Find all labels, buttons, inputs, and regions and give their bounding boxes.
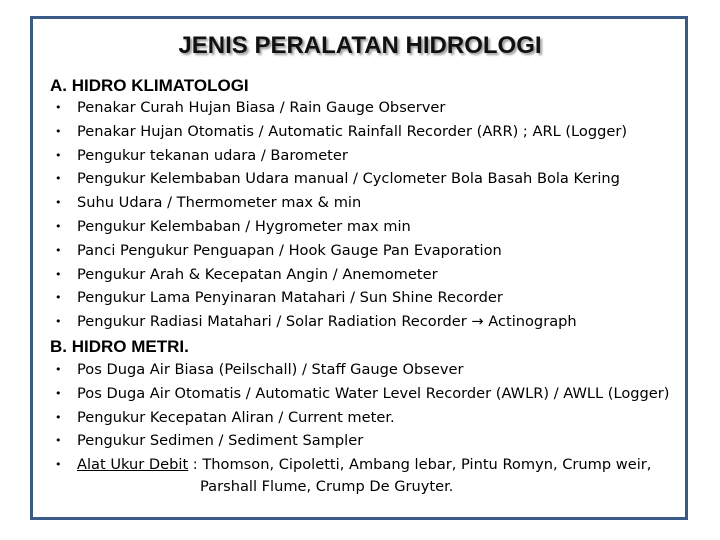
list-item-text: Pengukur Kelembaban Udara manual / Cyclometer Bola Basah Bola Kering bbox=[77, 170, 620, 188]
list-item-text: Penakar Curah Hujan Biasa / Rain Gauge Observer bbox=[77, 99, 446, 116]
list-item-text: Pos Duga Air Biasa (Peilschall) / Staff Gauge Obsever bbox=[77, 361, 464, 378]
list-item-text: Pengukur tekanan udara / Barometer bbox=[77, 146, 348, 164]
list-item-text: Pengukur Sedimen / Sediment Sampler bbox=[77, 432, 364, 450]
bullet-icon: • bbox=[55, 458, 62, 472]
list-item-text: Pengukur Radiasi Matahari / Solar Radiation Recorder → Actinograph bbox=[77, 313, 577, 331]
list-item-text: Suhu Udara / Thermometer max & min bbox=[77, 194, 362, 212]
list-item-text: Penakar Hujan Otomatis / Automatic Rainfall Recorder (ARR) ; ARL (Logger) bbox=[77, 122, 628, 140]
page-title: JENIS PERALATAN HIDROLOGI bbox=[178, 32, 542, 59]
list-item-text bbox=[77, 453, 651, 477]
bullet-icon: • bbox=[55, 363, 62, 376]
list-item-text: Pos Duga Air Otomatis / Automatic Water Level Recorder (AWLR) / AWLL (Logger) bbox=[77, 384, 670, 402]
bullet-icon: • bbox=[55, 267, 62, 281]
bullet-icon: • bbox=[55, 434, 62, 448]
list-item-text: Pengukur Kelembaban / Hygrometer max min bbox=[77, 217, 411, 235]
list-item-text: Panci Pengukur Penguapan / Hook Gauge Pan Evaporation bbox=[77, 241, 502, 259]
alat-ukur-debit-list: : Thomson, Cipoletti, Ambang lebar, Pintu Romyn, Crump weir, bbox=[188, 456, 652, 474]
bullet-icon: • bbox=[55, 315, 62, 329]
bullet-icon: • bbox=[55, 410, 62, 424]
bullet-icon: • bbox=[55, 219, 62, 233]
bullet-icon: • bbox=[55, 243, 62, 257]
bullet-icon: • bbox=[55, 148, 62, 162]
list-item-text: Pengukur Arah & Kecepatan Angin / Anemometer bbox=[77, 265, 438, 283]
list-item-text: Pengukur Lama Penyinaran Matahari / Sun Shine Recorder bbox=[77, 289, 503, 307]
list-item-continuation: Parshall Flume, Crump De Gruyter. bbox=[200, 478, 454, 495]
list-item-text: Pengukur Kecepatan Aliran / Current meter. bbox=[77, 408, 395, 426]
bullet-icon: • bbox=[55, 291, 62, 305]
section-b-heading: B. HIDRO METRI. bbox=[50, 337, 189, 356]
bullet-icon: • bbox=[55, 101, 62, 114]
bullet-icon: • bbox=[55, 172, 62, 186]
bullet-icon: • bbox=[55, 386, 62, 400]
bullet-icon: • bbox=[55, 196, 62, 210]
section-a-heading: A. HIDRO KLIMATOLOGI bbox=[50, 76, 249, 95]
alat-ukur-debit-label: Alat Ukur Debit bbox=[77, 456, 189, 474]
bullet-icon: • bbox=[55, 124, 62, 138]
